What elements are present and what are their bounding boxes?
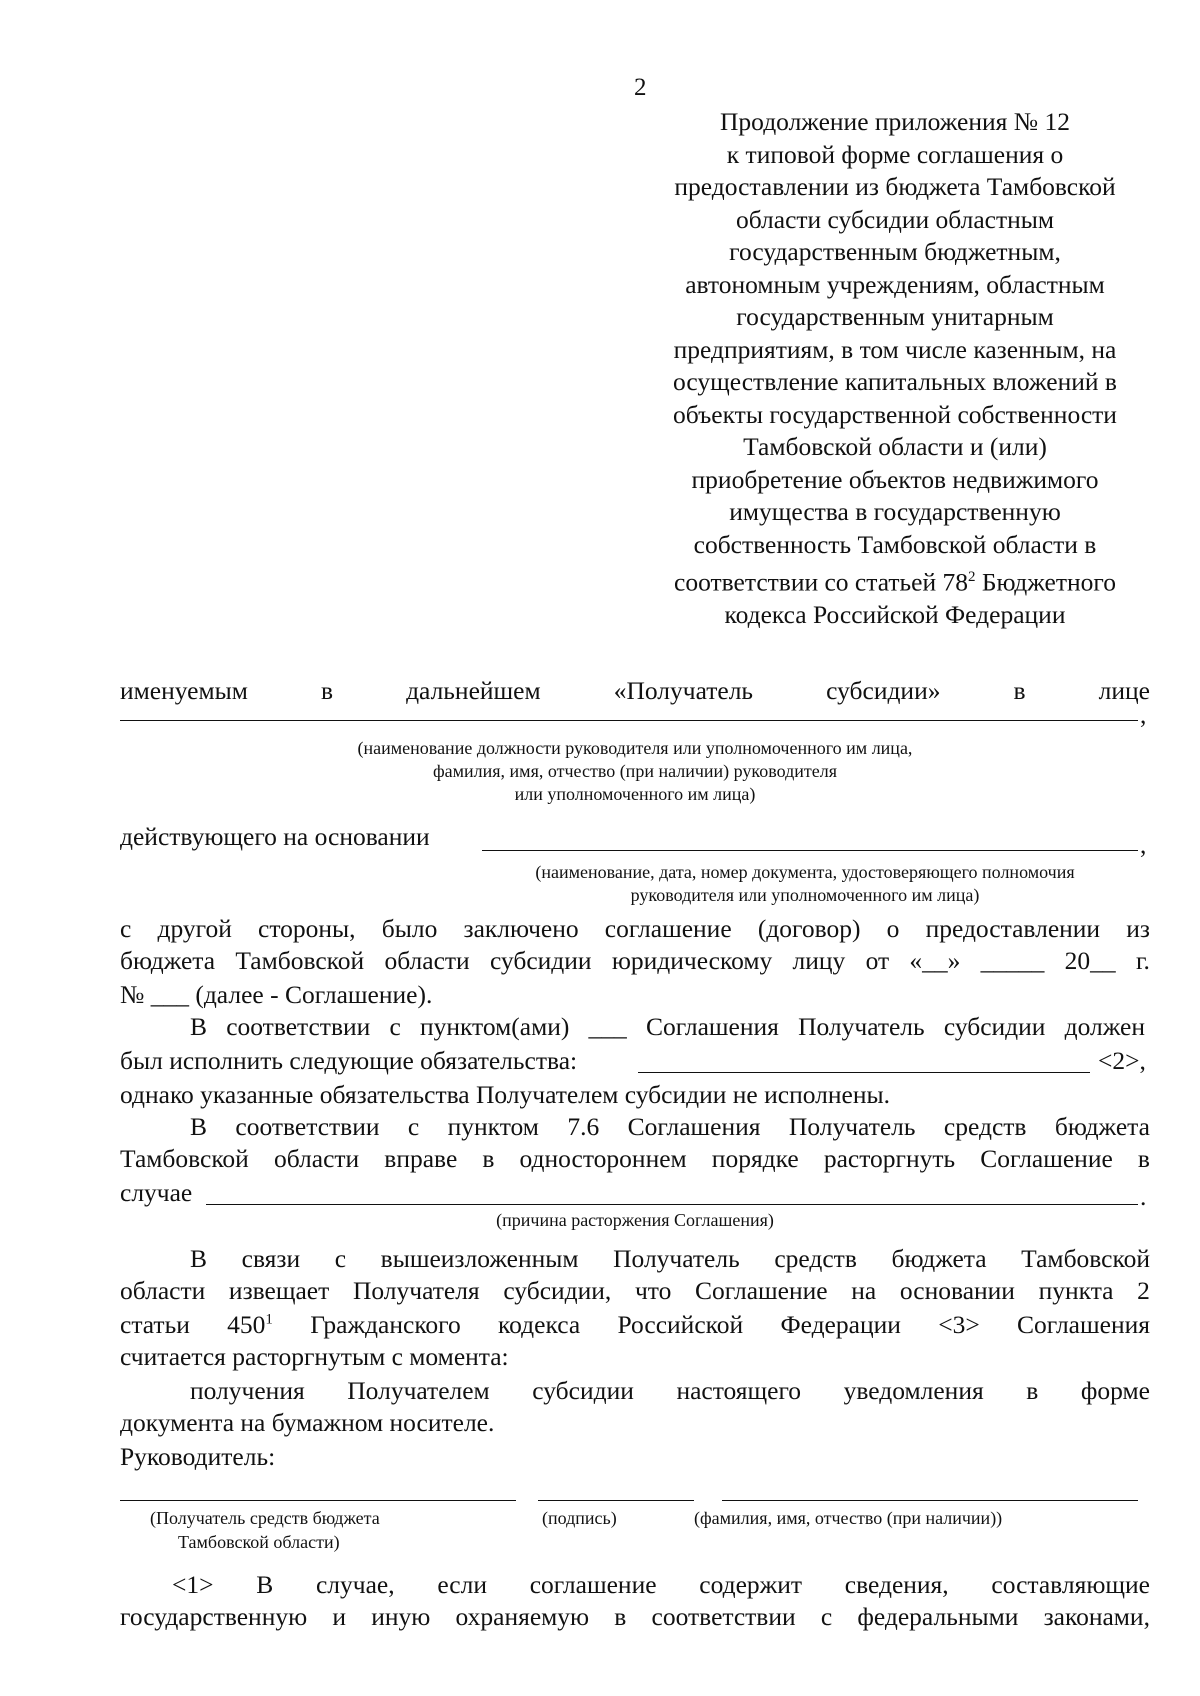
para3-word: кодекса	[498, 1310, 581, 1339]
word: пункта	[1038, 1276, 1114, 1305]
para3-word: <3>	[938, 1310, 980, 1339]
word: Получатель	[798, 1012, 925, 1041]
word: было	[381, 914, 438, 943]
case-label: случае	[120, 1178, 193, 1207]
hint-head-2: фамилия, имя, отчество (при наличии) руководителя	[432, 761, 838, 781]
word: законами,	[1043, 1602, 1150, 1631]
para2-line	[190, 1112, 1150, 1142]
article-num: 450	[227, 1310, 266, 1339]
page-number: 2	[634, 74, 647, 101]
word: другой	[157, 914, 232, 943]
para1-line	[190, 1012, 1145, 1042]
word: извещает	[228, 1276, 330, 1305]
word: с	[334, 1244, 347, 1273]
word: <1>	[172, 1570, 214, 1599]
word: Получателем	[347, 1376, 490, 1405]
hint-head-3: или уполномоченного им лица)	[514, 784, 756, 804]
word: средств	[774, 1244, 857, 1273]
recipient-signature-line[interactable]	[120, 1500, 516, 1501]
word: 2	[1137, 1276, 1150, 1305]
word: в	[1137, 1144, 1150, 1173]
word: Получатель	[788, 1112, 916, 1141]
word: в	[1026, 1376, 1039, 1405]
para3-line	[190, 1244, 1150, 1274]
word: г.	[1135, 946, 1150, 975]
superscript: 2	[967, 569, 976, 585]
header-line: Продолжение приложения № 12	[720, 107, 1070, 136]
word: пунктом	[447, 1112, 539, 1141]
header-line: государственным бюджетным,	[729, 237, 1061, 266]
fio-signature-line[interactable]	[722, 1500, 1138, 1501]
word: в	[1013, 676, 1026, 705]
comma: ,	[1140, 700, 1147, 729]
word: В	[190, 1112, 208, 1141]
named-line	[120, 676, 1150, 706]
header-line: предоставлении из бюджета Тамбовской	[674, 172, 1116, 201]
para3-word: Российской	[617, 1310, 744, 1339]
word: форме	[1080, 1376, 1150, 1405]
word: в	[614, 1602, 627, 1631]
para3-word: Соглашения	[1017, 1310, 1150, 1339]
word: федеральными	[857, 1602, 1019, 1631]
word: субсидии,	[503, 1276, 612, 1305]
comma: ,	[1140, 830, 1147, 859]
hint-doc-2: руководителя или уполномоченного им лица)	[630, 885, 980, 905]
word: от	[865, 946, 890, 975]
hint-doc-1: (наименование, дата, номер документа, удостоверяющего полномочия	[535, 862, 1075, 882]
word: и	[332, 1602, 347, 1631]
word: В	[190, 1012, 208, 1041]
header-line: кодекса Российской Федерации	[724, 600, 1066, 629]
word: Тамбовской	[235, 946, 365, 975]
recipient-hint-1: (Получатель средств бюджета	[150, 1508, 380, 1528]
word: средств	[943, 1112, 1027, 1141]
word: Соглашения	[627, 1112, 761, 1141]
word: Соглашение	[980, 1144, 1113, 1173]
hint-reason: (причина расторжения Соглашения)	[496, 1210, 774, 1230]
word: основании	[899, 1276, 1015, 1305]
termination-reason-field[interactable]	[206, 1204, 1138, 1205]
header-line: государственным унитарным	[736, 302, 1054, 331]
word: государственную	[120, 1602, 308, 1631]
word: что	[634, 1276, 672, 1305]
word: в	[482, 1144, 495, 1173]
word: «__»	[909, 946, 961, 975]
word: с	[820, 1602, 833, 1631]
header-line: осуществление капитальных вложений в	[673, 367, 1117, 396]
header-line-text: соответствии со статьей 78	[674, 567, 968, 597]
other-side-line	[120, 914, 1150, 944]
obligations-label: был исполнить следующие обязательства:	[120, 1046, 578, 1075]
word: субсидии	[943, 1012, 1046, 1041]
fio-hint: (фамилия, имя, отчество (при наличии))	[694, 1508, 1003, 1528]
head-label: Руководитель:	[120, 1442, 276, 1471]
word: Получателя	[352, 1276, 480, 1305]
word: сведения,	[844, 1570, 949, 1599]
word: соответствии	[226, 1012, 371, 1041]
word: с	[389, 1012, 401, 1041]
para2-line-2	[120, 1144, 1150, 1174]
word: области	[120, 1276, 206, 1305]
header-line-text: Бюджетного	[975, 567, 1116, 597]
head-name-field[interactable]	[120, 720, 1138, 721]
word: области	[384, 946, 470, 975]
word: из	[1126, 914, 1150, 943]
header-line	[640, 561, 1150, 599]
word: вправе	[384, 1144, 458, 1173]
obligations-field[interactable]	[638, 1072, 1090, 1073]
word: настоящего	[676, 1376, 802, 1405]
header-line: предприятиям, в том числе казенным, на	[673, 334, 1117, 364]
header-line: приобретение объектов недвижимого	[691, 464, 1099, 494]
header-line: области субсидии областным	[735, 204, 1055, 234]
word: _____	[980, 946, 1045, 975]
word: иную	[371, 1602, 431, 1631]
authority-document-field[interactable]	[482, 850, 1138, 851]
word: 7.6	[567, 1112, 600, 1141]
word: «Получатель	[613, 676, 754, 705]
para3-line-2	[120, 1276, 1150, 1306]
not-fulfilled: однако указанные обязательства Получателем субсидии не исполнены.	[120, 1080, 890, 1109]
article-number	[227, 1310, 273, 1340]
para3-line-3	[120, 1310, 1150, 1340]
word: охраняемую	[455, 1602, 590, 1631]
word: Соглашение	[695, 1276, 828, 1305]
header-line: объекты государственной собственности	[673, 399, 1117, 429]
word: (договор)	[757, 914, 861, 943]
para3-word: Федерации	[780, 1310, 901, 1339]
word: области	[273, 1144, 360, 1173]
word: субсидии	[532, 1376, 634, 1405]
ref-2: <2>,	[1098, 1046, 1146, 1075]
word: В	[256, 1570, 274, 1599]
period: .	[1140, 1182, 1147, 1211]
word: получения	[190, 1376, 305, 1405]
superscript: 1	[265, 1311, 273, 1328]
signature-line[interactable]	[538, 1500, 694, 1501]
word: случае,	[315, 1570, 395, 1599]
word: 20__	[1064, 946, 1116, 975]
word: вышеизложенным	[380, 1244, 579, 1273]
word: Тамбовской	[1021, 1244, 1150, 1273]
word: стороны,	[258, 914, 356, 943]
word: субсидии»	[826, 676, 941, 705]
word: лице	[1098, 676, 1150, 705]
word: заключено	[463, 914, 579, 943]
word: с	[407, 1112, 420, 1141]
word: связи	[241, 1244, 301, 1273]
word: ___	[588, 1012, 627, 1041]
word: на	[851, 1276, 877, 1305]
word: с	[120, 914, 132, 943]
word: соответствии	[651, 1602, 796, 1631]
terminated-line: считается расторгнутым с момента:	[120, 1342, 509, 1371]
word: если	[437, 1570, 487, 1599]
word: соглашение	[604, 914, 732, 943]
header-line: Тамбовской области и (или)	[743, 432, 1047, 461]
word: соответствии	[235, 1112, 380, 1141]
word: расторгнуть	[823, 1144, 956, 1173]
word: Получатель	[613, 1244, 740, 1273]
article-label: статьи	[120, 1310, 190, 1339]
receipt-line	[190, 1376, 1150, 1406]
word: порядке	[711, 1144, 799, 1173]
word: юридическому	[611, 946, 773, 975]
word: одностороннем	[519, 1144, 687, 1173]
word: должен	[1064, 1012, 1145, 1041]
word: дальнейшем	[406, 676, 541, 705]
recipient-hint-2: Тамбовской области)	[178, 1532, 340, 1552]
footnote-line-1	[172, 1570, 1150, 1600]
word: в	[320, 676, 333, 705]
word: именуемым	[120, 676, 248, 705]
header-line: собственность Тамбовской области в	[693, 529, 1097, 559]
header-line: автономным учреждениям, областным	[685, 269, 1105, 299]
word: Соглашения	[645, 1012, 779, 1041]
word: В	[190, 1244, 208, 1273]
word: Тамбовской	[120, 1144, 249, 1173]
signature-hint: (подпись)	[542, 1508, 617, 1528]
word: содержит	[699, 1570, 803, 1599]
word: соглашение	[529, 1570, 657, 1599]
word: бюджета	[891, 1244, 987, 1273]
para3-word: Гражданского	[310, 1310, 461, 1339]
word: пунктом(ами)	[419, 1012, 570, 1041]
header-line: имущества в государственную	[729, 497, 1061, 526]
word: бюджета	[120, 946, 216, 975]
agreement-number: № ___ (далее - Соглашение).	[120, 980, 433, 1009]
word: лицу	[792, 946, 846, 975]
word: бюджета	[1054, 1112, 1150, 1141]
paper-doc-line: документа на бумажном носителе.	[120, 1408, 495, 1437]
header-line: к типовой форме соглашения о	[726, 139, 1064, 169]
budget-line	[120, 946, 1150, 976]
word: уведомления	[843, 1376, 984, 1405]
hint-head-1: (наименование должности руководителя или уполномоченного им лица,	[357, 738, 913, 758]
footnote-line-2	[120, 1602, 1150, 1632]
acting-label: действующего на основании	[120, 822, 430, 851]
word: о	[886, 914, 900, 943]
appendix-header	[640, 106, 1150, 632]
word: предоставлении	[925, 914, 1101, 943]
word: субсидии	[489, 946, 592, 975]
word: составляющие	[991, 1570, 1150, 1599]
